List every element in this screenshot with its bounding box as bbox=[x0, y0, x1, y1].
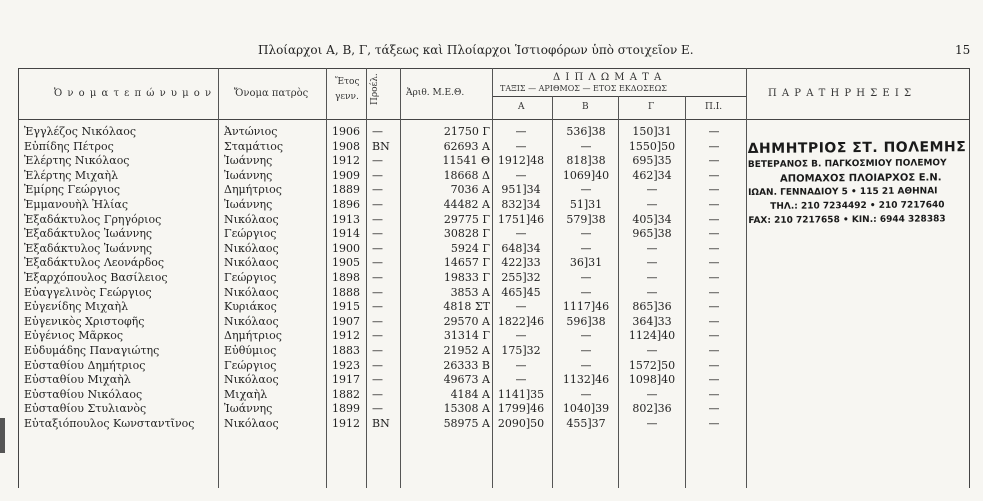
cell-diploma-b: 36]31 bbox=[569, 256, 603, 270]
cell-diploma-b: 536]38 bbox=[566, 125, 606, 138]
header-bottom-rule bbox=[18, 119, 969, 120]
diplomas-sub-rule bbox=[492, 96, 746, 97]
cell-diploma-b: 818]38 bbox=[566, 154, 606, 168]
cell-diploma-pi: — bbox=[708, 154, 720, 168]
header-diplomas: Δ Ι Π Λ Ω Μ Α Τ Α bbox=[553, 72, 663, 83]
cell-diploma-a: — bbox=[515, 168, 527, 182]
cell-name: Ἐλέρτης Μιχαὴλ bbox=[24, 168, 119, 182]
cell-reg: 29570 Α bbox=[443, 314, 490, 328]
cell-diploma-g: 462]34 bbox=[632, 168, 672, 182]
cell-prel: ΒΝ bbox=[372, 417, 390, 430]
cell-diploma-pi: — bbox=[708, 212, 720, 226]
cell-father: Ἰωάννης bbox=[224, 168, 273, 182]
cell-year: 1913 bbox=[332, 212, 360, 226]
table-top-rule bbox=[18, 68, 969, 69]
cell-diploma-b: — bbox=[580, 183, 592, 197]
table-row bbox=[0, 402, 983, 416]
cell-diploma-b: 51]31 bbox=[569, 198, 603, 211]
header-col-b: Β bbox=[582, 102, 589, 112]
cell-diploma-a: 1141]35 bbox=[497, 387, 545, 401]
cell-diploma-pi: — bbox=[708, 373, 720, 387]
cell-prel: — bbox=[372, 183, 383, 197]
cell-name: Ἐμίρης Γεώργιος bbox=[24, 183, 120, 197]
cell-father: Εὐθύμιος bbox=[224, 344, 277, 357]
cell-name: Εὐγενίδης Μιχαὴλ bbox=[24, 300, 129, 314]
cell-diploma-pi: — bbox=[708, 256, 720, 270]
cell-diploma-a: — bbox=[515, 125, 527, 138]
cell-prel: — bbox=[372, 125, 383, 138]
table-row bbox=[0, 329, 983, 343]
cell-prel: — bbox=[372, 358, 383, 372]
cell-year: 1898 bbox=[332, 271, 360, 284]
cell-diploma-pi: — bbox=[708, 198, 720, 211]
cell-father: Ἰωάννης bbox=[224, 402, 273, 416]
cell-prel: — bbox=[372, 154, 383, 168]
cell-diploma-a: — bbox=[515, 329, 527, 343]
cell-diploma-g: 150]31 bbox=[632, 125, 672, 138]
cell-prel: — bbox=[372, 198, 383, 211]
cell-father: Νικόλαος bbox=[224, 285, 279, 299]
cell-name: Ἐξαδάκτυλος Λεονάρδος bbox=[24, 256, 165, 270]
page-title: Πλοίαρχοι Α, Β, Γ, τάξεως καὶ Πλοίαρχοι Ἱστιοφόρων ὑπὸ στοιχεῖον Ε. bbox=[258, 43, 694, 57]
cell-reg: 21750 Γ bbox=[443, 125, 490, 138]
cell-diploma-g: 865]36 bbox=[632, 300, 672, 314]
cell-year: 1899 bbox=[332, 402, 360, 416]
cell-diploma-g: 1098]40 bbox=[628, 373, 676, 387]
cell-name: Εὐδυμάδης Παναγιώτης bbox=[24, 344, 160, 357]
cell-diploma-a: 255]32 bbox=[501, 271, 541, 284]
cell-diploma-b: — bbox=[580, 358, 592, 372]
cell-diploma-b: 455]37 bbox=[566, 417, 606, 430]
cell-diploma-a: 1799]46 bbox=[497, 402, 545, 416]
cell-year: 1905 bbox=[332, 256, 360, 270]
cell-diploma-pi: — bbox=[708, 387, 720, 401]
cell-name: Εὐταξιόπουλος Κωνσταντῖνος bbox=[24, 417, 195, 430]
cell-reg: 19833 Γ bbox=[443, 271, 490, 284]
cell-year: 1896 bbox=[332, 198, 360, 211]
cell-father: Νικόλαος bbox=[224, 212, 279, 226]
cell-name: Εὐαγγελινὸς Γεώργιος bbox=[24, 285, 152, 299]
cell-name: Εὐγένιος Μᾶρκος bbox=[24, 329, 124, 343]
cell-diploma-a: 1751]46 bbox=[497, 212, 545, 226]
stamp-line-1: ΔΗΜΗΤΡΙΟΣ ΣΤ. ΠΟΛΕΜΗΣ bbox=[747, 139, 967, 158]
cell-diploma-a: 2090]50 bbox=[497, 417, 545, 430]
cell-reg: 58975 Α bbox=[443, 417, 490, 430]
cell-father: Ἰωάννης bbox=[224, 198, 273, 211]
cell-prel: — bbox=[372, 241, 383, 255]
header-name: Ὀ ν ο μ α τ ε π ώ ν υ μ ο ν bbox=[54, 88, 213, 99]
cell-diploma-pi: — bbox=[708, 227, 720, 241]
cell-father: Δημήτριος bbox=[224, 329, 282, 343]
cell-year: 1888 bbox=[332, 285, 360, 299]
cell-father: Νικόλαος bbox=[224, 241, 279, 255]
cell-father: Νικόλαος bbox=[224, 373, 279, 387]
cell-year: 1907 bbox=[332, 314, 360, 328]
cell-reg: 26333 Β bbox=[443, 358, 490, 372]
page-header bbox=[0, 43, 983, 59]
table-row bbox=[0, 315, 983, 329]
cell-diploma-g: — bbox=[646, 344, 658, 357]
cell-reg: 4818 ΣΤ bbox=[443, 300, 490, 314]
cell-diploma-a: — bbox=[515, 227, 527, 241]
table-row bbox=[0, 373, 983, 387]
cell-diploma-a: 175]32 bbox=[501, 344, 541, 357]
header-father: Ὄνομα πατρὸς bbox=[234, 88, 309, 99]
cell-diploma-g: — bbox=[646, 183, 658, 197]
cell-diploma-pi: — bbox=[708, 139, 720, 153]
cell-reg: 14657 Γ bbox=[443, 256, 490, 270]
stamp-line-4: ΙΩΑΝ. ΓΕΝΝΑΔΙΟΥ 5 • 115 21 ΑΘΗΝΑΙ bbox=[748, 186, 938, 199]
cell-prel: — bbox=[372, 314, 383, 328]
cell-diploma-b: 1117]46 bbox=[562, 300, 610, 314]
header-col-g: Γ bbox=[648, 102, 655, 112]
cell-diploma-pi: — bbox=[708, 271, 720, 284]
cell-father: Γεώργιος bbox=[224, 227, 277, 241]
cell-prel: ΒΝ bbox=[372, 139, 390, 153]
cell-year: 1883 bbox=[332, 344, 360, 357]
cell-father: Νικόλαος bbox=[224, 256, 279, 270]
cell-reg: 15308 Α bbox=[443, 402, 490, 416]
cell-diploma-a: 1822]46 bbox=[497, 314, 545, 328]
cell-diploma-a: — bbox=[515, 139, 527, 153]
binding-mark bbox=[0, 418, 5, 453]
header-year-2: γενν. bbox=[335, 92, 359, 102]
cell-diploma-pi: — bbox=[708, 402, 720, 416]
cell-diploma-b: 1069]40 bbox=[562, 168, 610, 182]
cell-name: Ἐξαδάκτυλος Ἰωάννης bbox=[24, 241, 153, 255]
cell-name: Ἐγγλέζος Νικόλαος bbox=[24, 125, 137, 138]
cell-diploma-a: 1912]48 bbox=[497, 154, 545, 168]
cell-father: Κυριάκος bbox=[224, 300, 277, 314]
cell-name: Εὐσταθίου Στυλιανὸς bbox=[24, 402, 147, 416]
cell-diploma-g: 1550]50 bbox=[628, 139, 676, 153]
cell-name: Ἐξαδάκτυλος Γρηγόριος bbox=[24, 212, 162, 226]
cell-diploma-a: 951]34 bbox=[501, 183, 541, 197]
cell-diploma-g: — bbox=[646, 271, 658, 284]
cell-father: Γεώργιος bbox=[224, 271, 277, 284]
cell-diploma-b: 579]38 bbox=[566, 212, 606, 226]
cell-diploma-b: 1040]39 bbox=[562, 402, 610, 416]
cell-diploma-g: — bbox=[646, 241, 658, 255]
table-row bbox=[0, 359, 983, 373]
cell-reg: 29775 Γ bbox=[443, 212, 490, 226]
cell-reg: 21952 Α bbox=[443, 344, 490, 357]
cell-diploma-g: — bbox=[646, 387, 658, 401]
cell-diploma-b: — bbox=[580, 387, 592, 401]
header-remarks: Π Α Ρ Α Τ Η Ρ Η Σ Ε Ι Σ bbox=[768, 88, 913, 99]
cell-diploma-g: — bbox=[646, 417, 658, 430]
cell-prel: — bbox=[372, 271, 383, 284]
cell-diploma-g: — bbox=[646, 198, 658, 211]
stamp-line-2: ΒΕΤΕΡΑΝΟΣ Β. ΠΑΓΚΟΣΜΙΟΥ ΠΟΛΕΜΟΥ bbox=[747, 158, 947, 171]
cell-diploma-g: — bbox=[646, 285, 658, 299]
cell-diploma-g: 965]38 bbox=[632, 227, 672, 241]
cell-diploma-pi: — bbox=[708, 358, 720, 372]
cell-reg: 44482 Α bbox=[443, 198, 490, 211]
cell-father: Μιχαὴλ bbox=[224, 387, 268, 401]
cell-reg: 18668 Δ bbox=[443, 168, 490, 182]
table-row bbox=[0, 256, 983, 270]
cell-year: 1909 bbox=[332, 168, 360, 182]
cell-diploma-pi: — bbox=[708, 285, 720, 299]
cell-father: Σταμάτιος bbox=[224, 139, 284, 153]
cell-diploma-a: 465]45 bbox=[501, 285, 541, 299]
header-reg: Ἀριθ. Μ.Ε.Θ. bbox=[406, 88, 465, 98]
stamp-line-5: ΤΗΛ.: 210 7234492 • 210 7217640 bbox=[770, 200, 945, 212]
cell-name: Ἐξαρχόπουλος Βασίλειος bbox=[24, 271, 168, 284]
cell-diploma-pi: — bbox=[708, 183, 720, 197]
cell-diploma-pi: — bbox=[708, 344, 720, 357]
header-diplomas-sub: ΤΑΞΙΣ — ΑΡΙΘΜΟΣ — ΕΤΟΣ ΕΚΔΟΣΕΩΣ bbox=[500, 84, 667, 93]
cell-diploma-pi: — bbox=[708, 168, 720, 182]
cell-diploma-a: — bbox=[515, 373, 527, 387]
cell-father: Δημήτριος bbox=[224, 183, 282, 197]
cell-prel: — bbox=[372, 344, 383, 357]
cell-reg: 62693 Α bbox=[443, 139, 490, 153]
cell-diploma-g: 364]33 bbox=[632, 314, 672, 328]
cell-diploma-pi: — bbox=[708, 241, 720, 255]
table-row bbox=[0, 286, 983, 300]
table-row bbox=[0, 271, 983, 285]
cell-prel: — bbox=[372, 212, 383, 226]
cell-year: 1912 bbox=[332, 417, 360, 430]
cell-name: Εὐσταθίου Μιχαὴλ bbox=[24, 373, 131, 387]
table-row bbox=[0, 388, 983, 402]
cell-prel: — bbox=[372, 373, 383, 387]
cell-father: Ἀντώνιος bbox=[224, 125, 278, 138]
cell-father: Γεώργιος bbox=[224, 358, 277, 372]
cell-diploma-b: — bbox=[580, 285, 592, 299]
cell-diploma-a: — bbox=[515, 300, 527, 314]
page-number: 15 bbox=[955, 43, 971, 57]
header-prel: Προέλ. bbox=[370, 73, 380, 105]
cell-name: Εὐσταθίου Δημήτριος bbox=[24, 358, 146, 372]
cell-reg: 5924 Γ bbox=[450, 241, 490, 255]
cell-diploma-g: — bbox=[646, 256, 658, 270]
cell-diploma-b: — bbox=[580, 271, 592, 284]
cell-prel: — bbox=[372, 227, 383, 241]
table-row bbox=[0, 344, 983, 358]
cell-prel: — bbox=[372, 329, 383, 343]
cell-reg: 49673 Α bbox=[443, 373, 490, 387]
cell-diploma-pi: — bbox=[708, 329, 720, 343]
cell-year: 1915 bbox=[332, 300, 360, 314]
cell-father: Ἰωάννης bbox=[224, 154, 273, 168]
owner-stamp bbox=[748, 139, 983, 231]
header-col-pi: Π.Ι. bbox=[705, 102, 723, 112]
table-row bbox=[0, 242, 983, 256]
cell-diploma-b: — bbox=[580, 241, 592, 255]
cell-diploma-a: — bbox=[515, 358, 527, 372]
cell-prel: — bbox=[372, 387, 383, 401]
cell-diploma-b: — bbox=[580, 329, 592, 343]
cell-year: 1912 bbox=[332, 154, 360, 168]
cell-name: Ἐξαδάκτυλος Ἰωάννης bbox=[24, 227, 153, 241]
cell-diploma-g: 695]35 bbox=[632, 154, 672, 168]
table-row bbox=[0, 417, 983, 431]
cell-year: 1912 bbox=[332, 329, 360, 343]
cell-diploma-g: 1572]50 bbox=[628, 358, 676, 372]
cell-diploma-b: — bbox=[580, 344, 592, 357]
cell-reg: 11541 Θ bbox=[442, 154, 490, 168]
cell-diploma-pi: — bbox=[708, 125, 720, 138]
cell-diploma-b: 596]38 bbox=[566, 314, 606, 328]
cell-name: Ἐλέρτης Νικόλαος bbox=[24, 154, 130, 168]
header-col-a: Α bbox=[518, 102, 525, 112]
stamp-line-6: FAX: 210 7217658 • ΚΙΝ.: 6944 328383 bbox=[748, 214, 946, 227]
table-row bbox=[0, 300, 983, 314]
cell-year: 1882 bbox=[332, 387, 360, 401]
table-row bbox=[0, 125, 983, 139]
cell-diploma-pi: — bbox=[708, 300, 720, 314]
stamp-line-3: ΑΠΟΜΑΧΟΣ ΠΛΟΙΑΡΧΟΣ Ε.Ν. bbox=[779, 172, 942, 185]
cell-prel: — bbox=[372, 256, 383, 270]
cell-name: Εὐγενικὸς Χριστοφῆς bbox=[24, 314, 145, 328]
cell-reg: 7036 Α bbox=[450, 183, 490, 197]
cell-reg: 30828 Γ bbox=[443, 227, 490, 241]
cell-father: Νικόλαος bbox=[224, 314, 279, 328]
cell-reg: 31314 Γ bbox=[443, 329, 490, 343]
cell-father: Νικόλαος bbox=[224, 417, 279, 430]
cell-diploma-pi: — bbox=[708, 314, 720, 328]
cell-diploma-g: 1124]40 bbox=[628, 329, 676, 343]
cell-name: Εὐσταθίου Νικόλαος bbox=[24, 387, 143, 401]
cell-diploma-b: — bbox=[580, 139, 592, 153]
cell-reg: 4184 Α bbox=[450, 387, 490, 401]
cell-diploma-a: 422]33 bbox=[501, 256, 541, 270]
header-year-1: Ἔτος bbox=[335, 77, 360, 87]
cell-year: 1914 bbox=[332, 227, 360, 241]
cell-diploma-g: 405]34 bbox=[632, 212, 672, 226]
cell-prel: — bbox=[372, 402, 383, 416]
cell-diploma-b: 1132]46 bbox=[562, 373, 610, 387]
cell-diploma-b: — bbox=[580, 227, 592, 241]
cell-year: 1917 bbox=[332, 373, 360, 387]
cell-year: 1906 bbox=[332, 125, 360, 138]
cell-diploma-g: 802]36 bbox=[632, 402, 672, 416]
cell-diploma-a: 648]34 bbox=[501, 241, 541, 255]
cell-diploma-a: 832]34 bbox=[501, 198, 541, 211]
cell-name: Εὐπίδης Πέτρος bbox=[24, 139, 114, 153]
cell-year: 1923 bbox=[332, 358, 360, 372]
cell-year: 1908 bbox=[332, 139, 360, 153]
cell-name: Ἐμμανουὴλ Ἠλίας bbox=[24, 198, 129, 211]
cell-diploma-pi: — bbox=[708, 417, 720, 430]
cell-reg: 3853 Α bbox=[450, 285, 490, 299]
cell-year: 1900 bbox=[332, 241, 360, 255]
cell-prel: — bbox=[372, 168, 383, 182]
cell-year: 1889 bbox=[332, 183, 360, 197]
cell-prel: — bbox=[372, 285, 383, 299]
cell-prel: — bbox=[372, 300, 383, 314]
